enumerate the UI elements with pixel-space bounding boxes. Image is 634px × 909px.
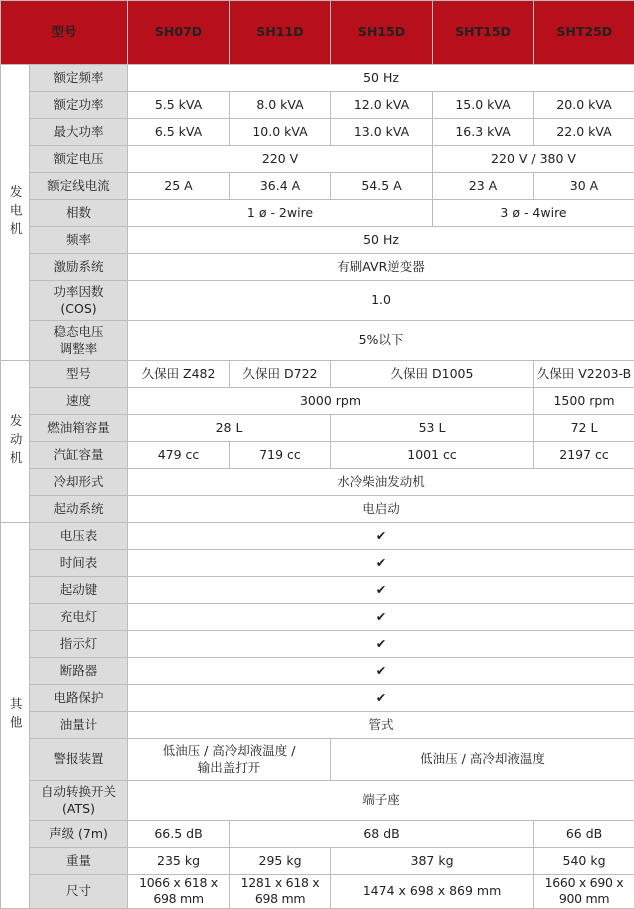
row-fuel-gauge	[1, 712, 634, 739]
row-rated-power	[1, 92, 634, 119]
cell: 66.5 dB	[128, 821, 230, 848]
label-fuel-gauge: 油量计	[30, 712, 128, 739]
label-line: (COS)	[60, 301, 96, 316]
row-weight	[1, 848, 634, 875]
cell: 久保田 V2203-B	[534, 361, 634, 388]
cell: 10.0 kVA	[230, 119, 331, 146]
cell: 1 ø - 2wire	[128, 200, 433, 227]
row-alarm	[1, 739, 634, 781]
row-rated-voltage	[1, 146, 634, 173]
cell: 387 kg	[331, 848, 534, 875]
label-weight: 重量	[30, 848, 128, 875]
cell: 22.0 kVA	[534, 119, 634, 146]
cell: 3000 rpm	[128, 388, 534, 415]
row-rated-freq	[1, 65, 634, 92]
cell: 5.5 kVA	[128, 92, 230, 119]
cell: 电启动	[128, 496, 634, 523]
row-phase	[1, 200, 634, 227]
row-rated-current	[1, 173, 634, 200]
label-max-power: 最大功率	[30, 119, 128, 146]
label-excitation: 激励系统	[30, 254, 128, 281]
label-hour-meter: 时间表	[30, 550, 128, 577]
row-indicator	[1, 631, 634, 658]
cell: 54.5 A	[331, 173, 433, 200]
cell: 8.0 kVA	[230, 92, 331, 119]
label-breaker: 断路器	[30, 658, 128, 685]
value-rated-freq: 50 Hz	[128, 65, 634, 92]
row-starting	[1, 496, 634, 523]
label-noise: 声级 (7m)	[30, 821, 128, 848]
cell: 久保田 D1005	[331, 361, 534, 388]
row-breaker	[1, 658, 634, 685]
cell: 12.0 kVA	[331, 92, 433, 119]
group-other: 其他	[1, 523, 30, 909]
cell: 16.3 kVA	[433, 119, 534, 146]
label-power-factor	[30, 281, 128, 321]
label-starting: 起动系统	[30, 496, 128, 523]
row-charge-lamp	[1, 604, 634, 631]
cell: 1474 x 698 x 869 mm	[331, 875, 534, 909]
label-cooling: 冷却形式	[30, 469, 128, 496]
cell: 220 V / 380 V	[433, 146, 634, 173]
cell: 479 cc	[128, 442, 230, 469]
cell: 1066 x 618 x 698 mm	[128, 875, 230, 909]
cell: 23 A	[433, 173, 534, 200]
label-phase: 相数	[30, 200, 128, 227]
label-indicator: 指示灯	[30, 631, 128, 658]
cell: 端子座	[128, 781, 634, 821]
cell: 36.4 A	[230, 173, 331, 200]
cell: 28 L	[128, 415, 331, 442]
cell: 540 kg	[534, 848, 634, 875]
label-rated-voltage: 额定电压	[30, 146, 128, 173]
cell: 3 ø - 4wire	[433, 200, 634, 227]
check-icon: ✔	[128, 604, 634, 631]
model-header-label: 型号	[1, 1, 128, 65]
cell: 1001 cc	[331, 442, 534, 469]
model-sht15d: SHT15D	[433, 1, 534, 65]
label-line: 功率因数	[54, 284, 104, 299]
row-dimensions	[1, 875, 634, 909]
row-frequency	[1, 227, 634, 254]
label-displacement: 汽缸容量	[30, 442, 128, 469]
group-generator: 发电机	[1, 65, 30, 361]
label-line: 自动转换开关	[41, 784, 116, 799]
cell: 管式	[128, 712, 634, 739]
cell: 295 kg	[230, 848, 331, 875]
cell: 久保田 Z482	[128, 361, 230, 388]
cell: 5%以下	[128, 321, 634, 361]
cell: 2197 cc	[534, 442, 634, 469]
row-max-power	[1, 119, 634, 146]
cell: 25 A	[128, 173, 230, 200]
cell: 13.0 kVA	[331, 119, 433, 146]
row-circuit-protect	[1, 685, 634, 712]
label-rated-power: 额定功率	[30, 92, 128, 119]
label-rated-freq: 额定频率	[30, 65, 128, 92]
label-fuel-tank: 燃油箱容量	[30, 415, 128, 442]
cell: 6.5 kVA	[128, 119, 230, 146]
label-line: 稳态电压	[54, 324, 104, 339]
label-circuit-protect: 电路保护	[30, 685, 128, 712]
cell: 66 dB	[534, 821, 634, 848]
check-icon: ✔	[128, 550, 634, 577]
row-fuel-tank	[1, 415, 634, 442]
row-displacement	[1, 442, 634, 469]
label-ats	[30, 781, 128, 821]
label-voltmeter: 电压表	[30, 523, 128, 550]
check-icon: ✔	[128, 523, 634, 550]
label-speed: 速度	[30, 388, 128, 415]
label-regulation	[30, 321, 128, 361]
row-hour-meter	[1, 550, 634, 577]
label-start-key: 起动键	[30, 577, 128, 604]
cell: 1660 x 690 x 900 mm	[534, 875, 634, 909]
cell: 719 cc	[230, 442, 331, 469]
row-cooling	[1, 469, 634, 496]
group-engine: 发动机	[1, 361, 30, 523]
model-sh11d: SH11D	[230, 1, 331, 65]
label-rated-current: 额定线电流	[30, 173, 128, 200]
cell: 15.0 kVA	[433, 92, 534, 119]
check-icon: ✔	[128, 631, 634, 658]
cell: 30 A	[534, 173, 634, 200]
row-voltmeter	[1, 523, 634, 550]
cell: 低油压 / 高冷却液温度	[331, 739, 634, 781]
cell: 20.0 kVA	[534, 92, 634, 119]
cell: 235 kg	[128, 848, 230, 875]
check-icon: ✔	[128, 685, 634, 712]
alarm-line: 输出盖打开	[198, 760, 261, 775]
row-noise	[1, 821, 634, 848]
cell: 1.0	[128, 281, 634, 321]
label-engine-model: 型号	[30, 361, 128, 388]
cell: 68 dB	[230, 821, 534, 848]
cell: 1281 x 618 x 698 mm	[230, 875, 331, 909]
cell: 水冷柴油发动机	[128, 469, 634, 496]
label-line: (ATS)	[62, 801, 95, 816]
cell: 53 L	[331, 415, 534, 442]
row-excitation	[1, 254, 634, 281]
alarm-line: 低油压 / 高冷却液温度 /	[163, 743, 296, 758]
check-icon: ✔	[128, 658, 634, 685]
model-sht25d: SHT25D	[534, 1, 634, 65]
row-power-factor	[1, 281, 634, 321]
label-charge-lamp: 充电灯	[30, 604, 128, 631]
row-start-key	[1, 577, 634, 604]
check-icon: ✔	[128, 577, 634, 604]
row-speed	[1, 388, 634, 415]
cell: 50 Hz	[128, 227, 634, 254]
row-engine-model	[1, 361, 634, 388]
cell: 1500 rpm	[534, 388, 634, 415]
cell: 有刷AVR逆变器	[128, 254, 634, 281]
row-ats	[1, 781, 634, 821]
model-sh15d: SH15D	[331, 1, 433, 65]
cell: 72 L	[534, 415, 634, 442]
cell: 久保田 D722	[230, 361, 331, 388]
label-line: 调整率	[60, 341, 98, 356]
row-regulation	[1, 321, 634, 361]
label-alarm: 警报装置	[30, 739, 128, 781]
label-dimensions: 尺寸	[30, 875, 128, 909]
model-sh07d: SH07D	[128, 1, 230, 65]
label-frequency: 频率	[30, 227, 128, 254]
header-row	[1, 1, 634, 65]
cell: 220 V	[128, 146, 433, 173]
cell	[128, 739, 331, 781]
